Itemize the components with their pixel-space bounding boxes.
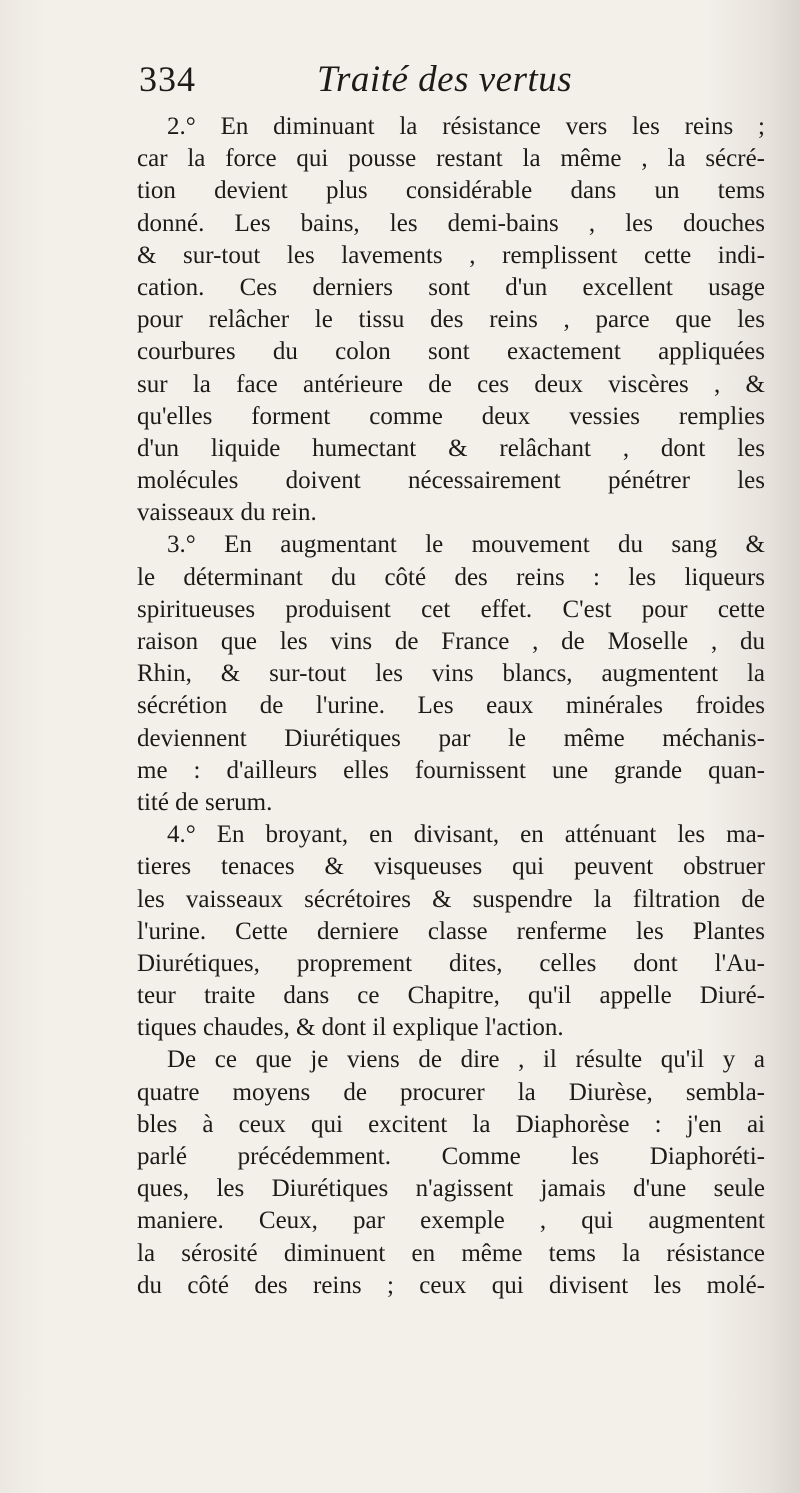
text-line: pour relâcher le tissu des reins , parce que les <box>137 306 765 334</box>
text-line: les vaisseaux sécrétoires & suspendre la filtration de <box>137 885 765 913</box>
text-line: la sérosité diminuent en même tems la résistance <box>137 1239 765 1267</box>
text-line: molécules doivent nécessairement pénétrer les <box>137 467 765 495</box>
text-line: tité de serum. <box>137 788 273 816</box>
text-line: tion devient plus considérable dans un tems <box>137 177 765 205</box>
text-line: tiques chaudes, & dont il explique l'action. <box>137 1014 564 1042</box>
text-line: raison que les vins de France , de Moselle , du <box>137 628 765 655</box>
text-line: 2.° En diminuant la résistance vers les reins ; <box>167 113 765 140</box>
text-line: vaisseaux du rein. <box>137 499 317 527</box>
text-line: donné. Les bains, les demi-bains , les douches <box>137 209 765 237</box>
text-line: bles à ceux qui excitent la Diaphorèse : j'en ai <box>137 1110 765 1138</box>
running-title: Traité des vertus <box>317 59 573 100</box>
text-line: deviennent Diurétiques par le même méchanis- <box>137 724 765 752</box>
text-line: spiritueuses produisent cet effet. C'est pour cette <box>137 595 765 623</box>
text-line: & sur-tout les lavements , remplissent cette indi- <box>137 241 765 269</box>
text-line: maniere. Ceux, par exemple , qui augmentent <box>137 1207 765 1235</box>
text-line: cation. Ces derniers sont d'un excellent usage <box>137 273 765 301</box>
text-line: quatre moyens de procurer la Diurèse, sembla- <box>137 1078 765 1106</box>
text-line: 4.° En broyant, en divisant, en atténuant les ma- <box>167 821 765 849</box>
text-line: teur traite dans ce Chapitre, qu'il appelle Diuré- <box>137 982 765 1010</box>
text-line: Rhin, & sur-tout les vins blancs, augmentent la <box>137 660 765 688</box>
text-line: du côté des reins ; ceux qui divisent les molé- <box>137 1271 765 1299</box>
text-line: ques, les Diurétiques n'agissent jamais d'une seule <box>137 1175 765 1203</box>
text-line: sécrétion de l'urine. Les eaux minérales froides <box>137 692 765 720</box>
page-number: 334 <box>139 59 196 99</box>
text-line: d'un liquide humectant & relâchant , dont les <box>137 434 765 462</box>
text-line: parlé précédemment. Comme les Diaphoréti- <box>137 1143 765 1170</box>
text-line: car la force qui pousse restant la même , la sécré- <box>137 145 765 173</box>
text-line: 3.° En augmentant le mouvement du sang & <box>167 531 765 559</box>
body-text <box>137 111 765 1302</box>
text-line: courbures du colon sont exactement appliquées <box>137 338 765 366</box>
text-line: qu'elles forment comme deux vessies remplies <box>137 402 765 430</box>
text-line: De ce que je viens de dire , il résulte qu'il y a <box>167 1046 765 1074</box>
text-line: l'urine. Cette derniere classe renferme les Plantes <box>137 917 765 945</box>
text-line: me : d'ailleurs elles fournissent une grande quan- <box>137 756 765 784</box>
text-line: sur la face antérieure de ces deux viscères , & <box>137 370 765 398</box>
text-line: Diurétiques, proprement dites, celles dont l'Au- <box>137 949 765 977</box>
text-line: tieres tenaces & visqueuses qui peuvent obstruer <box>137 853 765 881</box>
text-line: le déterminant du côté des reins : les liqueurs <box>137 563 765 591</box>
page-header <box>139 58 639 108</box>
